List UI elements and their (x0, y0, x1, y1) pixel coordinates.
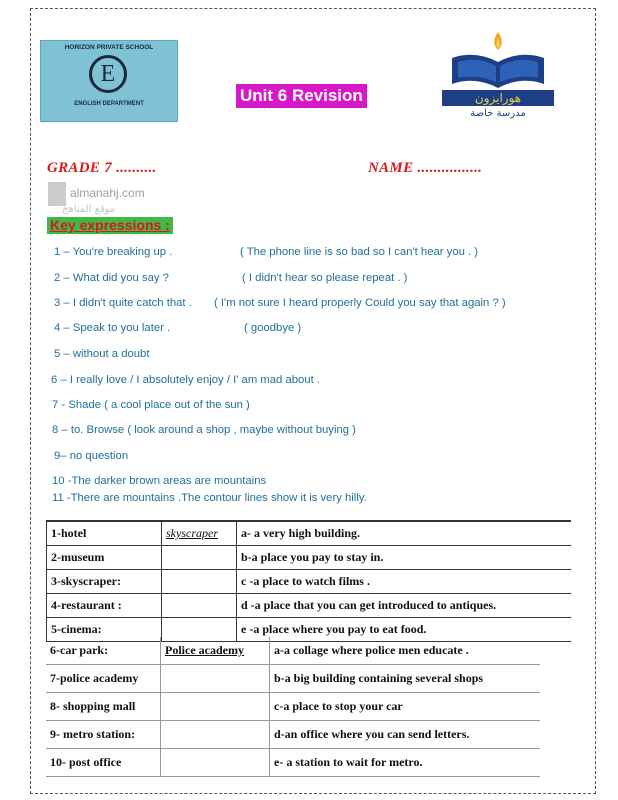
expression-text: 1 – You're breaking up . (54, 246, 173, 258)
expression-item (0, 371, 618, 389)
word-cell: 4-restaurant : (47, 594, 162, 618)
table-row (46, 637, 540, 665)
book-flame-logo-icon (442, 28, 554, 90)
answer-cell (161, 749, 270, 777)
expression-text: 11 -There are mountains .The contour lines show it is very hilly. (52, 492, 367, 504)
expression-text: 6 – I really love / I absolutely enjoy / I' am mad about . (51, 374, 321, 386)
word-cell: 9- metro station: (46, 721, 161, 749)
expression-text: 4 – Speak to you later . (54, 322, 171, 334)
definition-cell: b-a big building containing several shops (270, 665, 541, 693)
expression-item (0, 396, 618, 414)
school-name: HORIZON PRIVATE SCHOOL (64, 44, 154, 51)
brand-arabic-subtitle: مدرسة خاصة (470, 108, 526, 119)
word-cell: 5-cinema: (47, 618, 162, 642)
word-cell: 2-museum (47, 546, 162, 570)
expression-text: 8 – to. Browse ( look around a shop , maybe without buying ) (52, 424, 356, 436)
word-cell: 6-car park: (46, 637, 161, 665)
expression-item (0, 319, 618, 337)
definition-cell: c-a place to stop your car (270, 693, 541, 721)
department-name: ENGLISH DEPARTMENT (74, 101, 144, 107)
key-expressions-heading: Key expressions : (47, 217, 173, 234)
expression-item (0, 447, 618, 465)
answer-cell (162, 570, 237, 594)
table-row (46, 721, 540, 749)
definition-cell: a-a collage where police men educate . (270, 637, 541, 665)
definition-cell: a- a very high building. (237, 521, 572, 546)
expression-note: ( goodbye ) (244, 322, 302, 334)
definition-cell: d-an office where you can send letters. (270, 721, 541, 749)
grade-field: GRADE 7 .......... (47, 160, 157, 176)
watermark-subtext: موقع المناهج (62, 204, 116, 215)
expression-item (0, 269, 618, 287)
word-cell: 7-police academy (46, 665, 161, 693)
expression-item (0, 489, 618, 507)
expression-item (0, 294, 618, 312)
definition-cell: b-a place you pay to stay in. (237, 546, 572, 570)
expression-item (0, 345, 618, 363)
answer-cell (162, 594, 237, 618)
word-cell: 10- post office (46, 749, 161, 777)
word-cell: 1-hotel (47, 521, 162, 546)
school-logo (40, 40, 178, 122)
expression-item (0, 243, 618, 261)
table-row (47, 570, 572, 594)
expression-text: 5 – without a doubt (54, 348, 150, 360)
page-title: Unit 6 Revision (236, 84, 367, 108)
answer-cell: skyscraper (162, 521, 237, 546)
expression-note: ( I'm not sure I heard properly Could you say that again ? ) (214, 297, 506, 309)
expression-item (0, 472, 618, 490)
table-row (47, 546, 572, 570)
expression-text: 9– no question (54, 450, 129, 462)
table-row (46, 749, 540, 777)
definition-cell: d -a place that you can get introduced to antiques. (237, 594, 572, 618)
name-field: NAME ................ (368, 160, 483, 176)
answer-cell (161, 721, 270, 749)
expression-note: ( I didn't hear so please repeat . ) (242, 272, 408, 284)
table-row (47, 521, 572, 546)
watermark-icon (48, 182, 66, 206)
word-cell: 3-skyscraper: (47, 570, 162, 594)
answer-cell (162, 546, 237, 570)
school-emblem-icon: E (89, 55, 127, 93)
answer-cell (161, 665, 270, 693)
expression-text: 7 - Shade ( a cool place out of the sun ) (52, 399, 250, 411)
expression-note: ( The phone line is so bad so I can't hear you . ) (240, 246, 479, 258)
definition-cell: e- a station to wait for metro. (270, 749, 541, 777)
table-row (46, 665, 540, 693)
expression-text: 2 – What did you say ? (54, 272, 169, 284)
brand-arabic-name: هورايزون (442, 90, 554, 106)
table-row (46, 693, 540, 721)
expression-item (0, 421, 618, 439)
definition-cell: e -a place where you pay to eat food. (237, 618, 572, 642)
word-cell: 8- shopping mall (46, 693, 161, 721)
answer-cell: Police academy (161, 637, 270, 665)
expression-text: 10 -The darker brown areas are mountains (52, 475, 267, 487)
watermark-text: almanahj.com (70, 186, 145, 200)
matching-table-2 (46, 637, 540, 777)
answer-cell (161, 693, 270, 721)
matching-table-1 (46, 520, 571, 642)
brand-logo (442, 28, 558, 124)
expression-text: 3 – I didn't quite catch that . (54, 297, 192, 309)
definition-cell: c -a place to watch films . (237, 570, 572, 594)
table-row (47, 594, 572, 618)
